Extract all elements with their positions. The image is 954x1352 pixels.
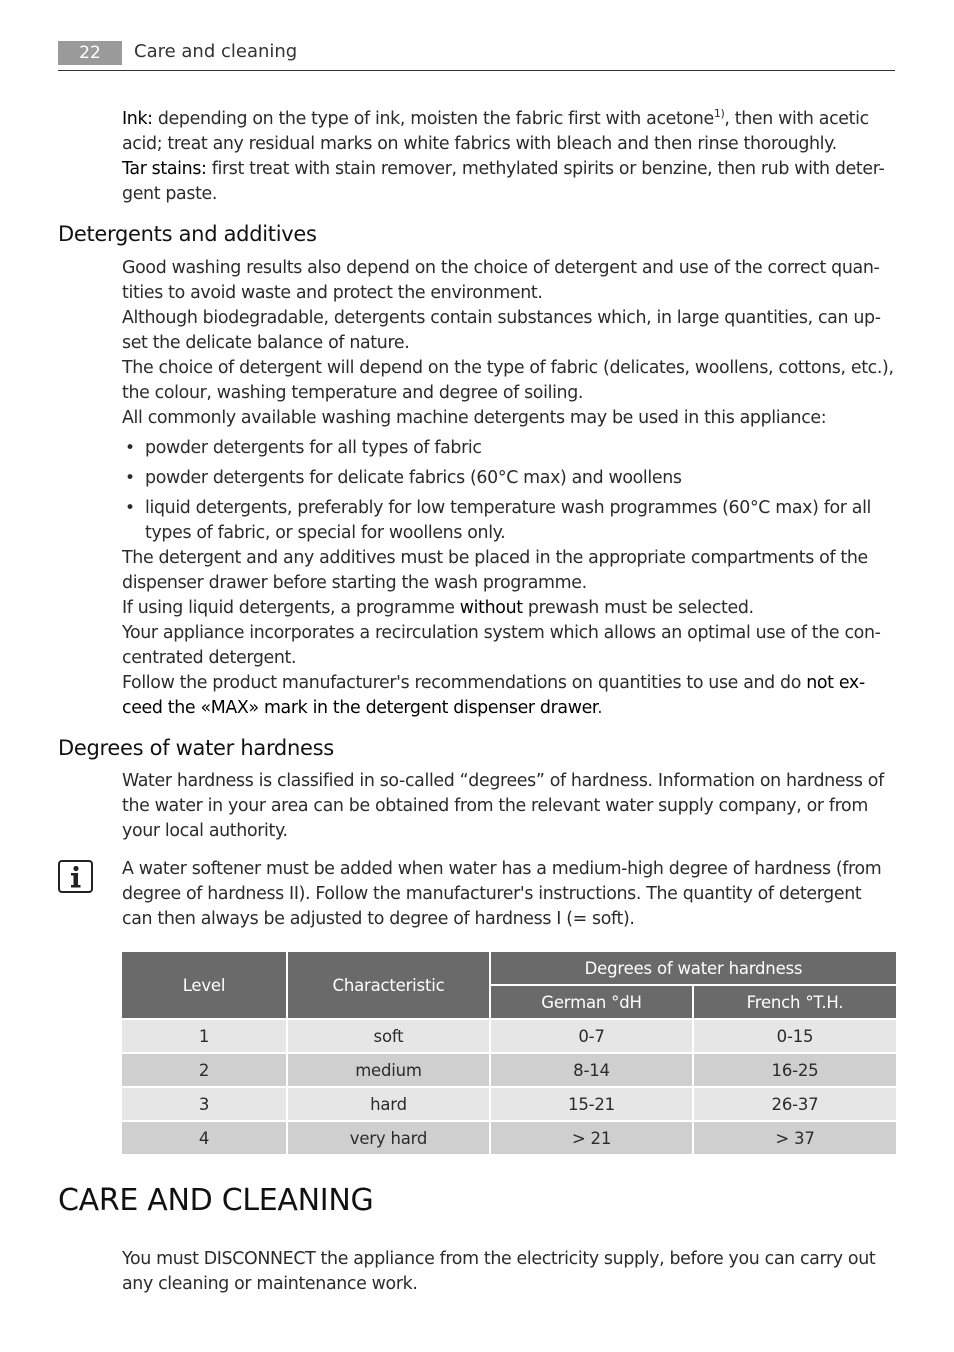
info-icon — [58, 860, 93, 893]
text-segment: prewash must be selected. — [522, 598, 754, 618]
detergents-paragraph-5: The detergent and any additives must be placed in the appropriate compartments of the dispenser drawer before starting the wash programme. — [122, 548, 868, 593]
cell-level: 3 — [122, 1088, 286, 1120]
column-header-german: German °dH — [491, 986, 692, 1018]
detergents-paragraph-2: Although biodegradable, detergents contain substances which, in large quantities, can up- set the delicate balance of nature. — [122, 308, 881, 353]
cell-german: 8-14 — [491, 1054, 692, 1086]
cell-french: 16-25 — [694, 1054, 896, 1086]
ink-text-continued: , then with acetic acid; treat any residual marks on white fabrics with bleach and then rinse thoroughly. — [122, 109, 869, 154]
detergents-paragraph-3: The choice of detergent will depend on the type of fabric (delicates, woollens, cottons, etc.), the colour, washing temperature and degree of soiling. — [122, 358, 894, 403]
cell-level: 1 — [122, 1020, 286, 1052]
water-hardness-table — [120, 950, 898, 1156]
info-icon-glyph — [60, 862, 91, 891]
running-header-title: Care and cleaning — [134, 41, 298, 62]
list-item-text: powder detergents for all types of fabric — [145, 438, 482, 458]
list-item-text: powder detergents for delicate fabrics (60°C max) and woollens — [145, 468, 682, 488]
list-item — [122, 436, 894, 461]
ink-text: depending on the type of ink, moisten the fabric first with acetone — [152, 109, 714, 129]
detergents-paragraph-1: Good washing results also depend on the choice of detergent and use of the correct quan- tities to avoid waste and protect the environment. — [122, 258, 880, 303]
softener-note-text — [122, 857, 894, 932]
emphasis-text: without — [459, 598, 523, 618]
list-item — [122, 496, 894, 546]
detergents-section-title: Detergents and additives — [58, 222, 317, 246]
table-row — [122, 1088, 896, 1120]
list-item — [122, 466, 894, 491]
softener-note: A water softener must be added when water has a medium-high degree of hardness (from degree of hardness II). Follow the manufacturer's instructions. The quantity of detergent can then always be adjusted to degree of hardness I (= soft). — [122, 859, 882, 929]
ink-paragraph — [122, 107, 894, 157]
tar-text: first treat with stain remover, methylated spirits or benzine, then rub with deter- gent paste. — [122, 159, 885, 204]
column-group-header: Degrees of water hardness — [491, 952, 896, 984]
detergent-types-list — [122, 436, 894, 551]
table-row — [122, 1122, 896, 1154]
text-segment: Follow the product manufacturer's recommendations on quantities to use and do — [122, 673, 807, 693]
care-cleaning-title: CARE AND CLEANING — [58, 1183, 374, 1218]
text-segment: . — [597, 698, 603, 718]
cell-characteristic: soft — [288, 1020, 489, 1052]
care-cleaning-text — [122, 1247, 894, 1297]
footnote-marker: 1) — [713, 107, 725, 121]
emphasis-text: not ex- ceed the «MAX» mark in the detergent dispenser drawer — [122, 673, 865, 718]
bullet-icon: • — [125, 438, 135, 458]
page-number: 22 — [58, 41, 122, 65]
cell-german: 15-21 — [491, 1088, 692, 1120]
care-cleaning-paragraph: You must DISCONNECT the appliance from the electricity supply, before you can carry out any cleaning or maintenance work. — [122, 1249, 876, 1294]
detergents-paragraph-6 — [122, 596, 894, 621]
cell-level: 4 — [122, 1122, 286, 1154]
detergents-usage-text — [122, 546, 894, 721]
list-item-text: liquid detergents, preferably for low temperature wash programmes (60°C max) for all types of fabric, or special for woollens only. — [145, 498, 872, 543]
cell-level: 2 — [122, 1054, 286, 1086]
cell-characteristic: medium — [288, 1054, 489, 1086]
tar-label: Tar stains: — [122, 159, 207, 179]
cell-characteristic: very hard — [288, 1122, 489, 1154]
detergents-intro-text — [122, 256, 894, 431]
table-row — [122, 1020, 896, 1052]
cell-german: > 21 — [491, 1122, 692, 1154]
tar-paragraph — [122, 157, 894, 207]
detergents-paragraph-4: All commonly available washing machine detergents may be used in this appliance: — [122, 408, 827, 428]
bullet-icon: • — [125, 498, 135, 518]
hardness-section-title: Degrees of water hardness — [58, 736, 334, 760]
cell-german: 0-7 — [491, 1020, 692, 1052]
column-header-characteristic: Characteristic — [288, 952, 489, 1018]
cell-french: 26-37 — [694, 1088, 896, 1120]
bullet-icon: • — [125, 468, 135, 488]
stain-removal-text — [122, 107, 894, 207]
hardness-intro-text — [122, 769, 894, 844]
cell-characteristic: hard — [288, 1088, 489, 1120]
cell-french: > 37 — [694, 1122, 896, 1154]
header-divider — [58, 70, 895, 71]
text-segment: If using liquid detergents, a programme — [122, 598, 460, 618]
ink-label: Ink: — [122, 109, 153, 129]
column-header-french: French °T.H. — [694, 986, 896, 1018]
cell-french: 0-15 — [694, 1020, 896, 1052]
column-header-level: Level — [122, 952, 286, 1018]
detergents-paragraph-7: Your appliance incorporates a recirculation system which allows an optimal use of the con- centrated detergent. — [122, 623, 881, 668]
hardness-paragraph: Water hardness is classified in so-called “degrees” of hardness. Information on hardness of the water in your area can be obtained from the relevant water supply company, or from your local authority. — [122, 771, 884, 841]
detergents-paragraph-8 — [122, 671, 894, 721]
table-row — [122, 1054, 896, 1086]
